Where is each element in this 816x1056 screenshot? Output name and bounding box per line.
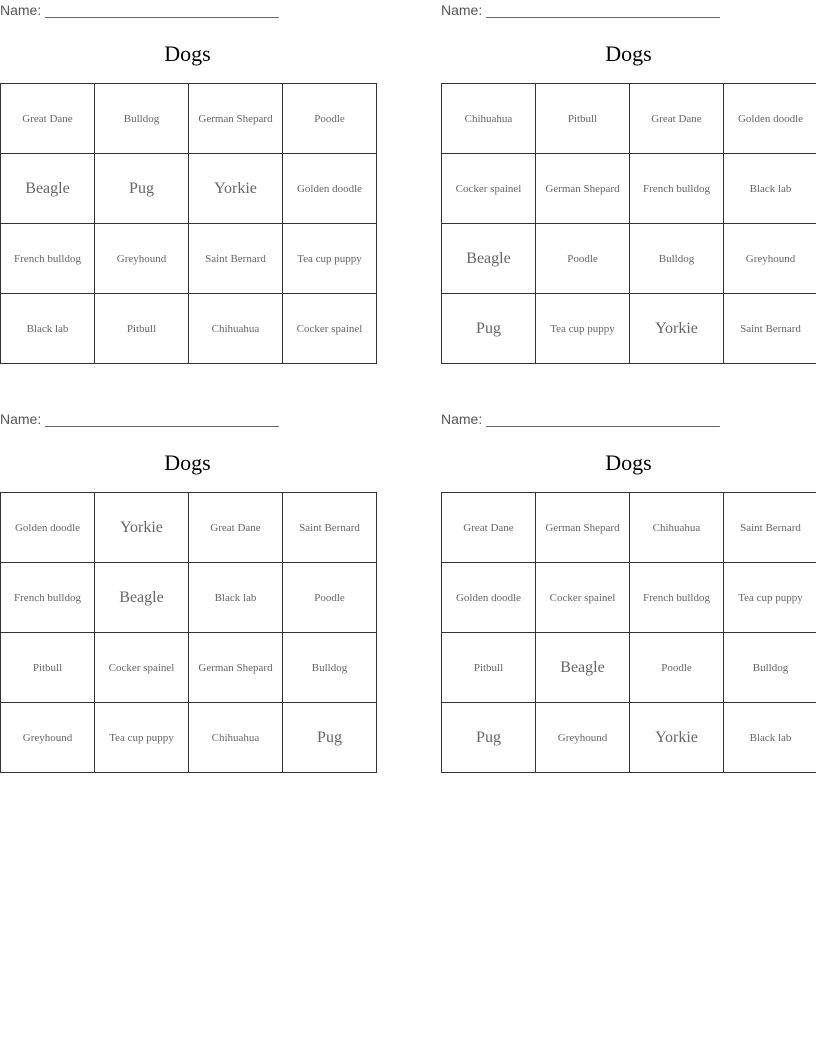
bingo-grid — [441, 83, 816, 364]
grid-cell: Tea cup puppy — [95, 703, 189, 773]
grid-cell: Yorkie — [630, 703, 724, 773]
grid-cell: Yorkie — [630, 294, 724, 364]
grid-cell: Poodle — [283, 84, 377, 154]
grid-cell: Bulldog — [724, 633, 816, 703]
grid-cell: Greyhound — [95, 224, 189, 294]
grid-cell: Bulldog — [95, 84, 189, 154]
grid-cell: Chihuahua — [630, 493, 724, 563]
grid-cell: Black lab — [724, 703, 816, 773]
grid-cell: Bulldog — [283, 633, 377, 703]
grid-cell: Pitbull — [1, 633, 95, 703]
grid-cell: Golden doodle — [283, 154, 377, 224]
grid-cell: Pug — [283, 703, 377, 773]
grid-cell: Pug — [442, 703, 536, 773]
grid-cell: French bulldog — [1, 224, 95, 294]
grid-cell: French bulldog — [1, 563, 95, 633]
bingo-grid — [0, 492, 377, 773]
grid-cell: Greyhound — [724, 224, 816, 294]
grid-cell: Saint Bernard — [189, 224, 283, 294]
grid-cell: Greyhound — [536, 703, 630, 773]
name-field-label[interactable]: Name: ______________________________ — [441, 2, 720, 18]
grid-cell: Pug — [442, 294, 536, 364]
grid-cell: Black lab — [1, 294, 95, 364]
name-field-label[interactable]: Name: ______________________________ — [0, 2, 279, 18]
grid-row — [1, 633, 377, 703]
grid-cell: Great Dane — [442, 493, 536, 563]
grid-cell: Chihuahua — [189, 703, 283, 773]
grid-cell: Poodle — [630, 633, 724, 703]
grid-row — [442, 294, 816, 364]
grid-cell: Poodle — [536, 224, 630, 294]
card-title: Dogs — [164, 41, 211, 66]
grid-cell: Cocker spainel — [95, 633, 189, 703]
grid-cell: Golden doodle — [724, 84, 816, 154]
grid-cell: Chihuahua — [442, 84, 536, 154]
grid-cell: German Shepard — [189, 633, 283, 703]
grid-cell: German Shepard — [536, 493, 630, 563]
bingo-grid — [441, 492, 816, 773]
grid-cell: Chihuahua — [189, 294, 283, 364]
grid-cell: Golden doodle — [1, 493, 95, 563]
grid-cell: German Shepard — [536, 154, 630, 224]
grid-row — [1, 224, 377, 294]
grid-row — [1, 703, 377, 773]
grid-cell: Great Dane — [1, 84, 95, 154]
grid-cell: Pitbull — [95, 294, 189, 364]
grid-cell: Saint Bernard — [724, 493, 816, 563]
grid-cell: Cocker spainel — [536, 563, 630, 633]
grid-cell: Saint Bernard — [724, 294, 816, 364]
grid-row — [442, 84, 816, 154]
grid-cell: German Shepard — [189, 84, 283, 154]
grid-row — [442, 703, 816, 773]
card-title: Dogs — [164, 450, 211, 475]
grid-cell: French bulldog — [630, 563, 724, 633]
grid-cell: Beagle — [536, 633, 630, 703]
grid-cell: Tea cup puppy — [724, 563, 816, 633]
card-title: Dogs — [605, 41, 652, 66]
grid-cell: Great Dane — [189, 493, 283, 563]
grid-cell: Yorkie — [189, 154, 283, 224]
grid-cell: Golden doodle — [442, 563, 536, 633]
grid-cell: Pitbull — [442, 633, 536, 703]
card-title: Dogs — [605, 450, 652, 475]
grid-row — [442, 633, 816, 703]
grid-cell: Saint Bernard — [283, 493, 377, 563]
name-field-label[interactable]: Name: ______________________________ — [0, 411, 279, 427]
grid-cell: Black lab — [724, 154, 816, 224]
grid-cell: Beagle — [442, 224, 536, 294]
grid-cell: Great Dane — [630, 84, 724, 154]
grid-cell: Cocker spainel — [283, 294, 377, 364]
grid-cell: Pitbull — [536, 84, 630, 154]
grid-row — [442, 493, 816, 563]
grid-cell: Beagle — [1, 154, 95, 224]
grid-row — [1, 493, 377, 563]
grid-cell: Beagle — [95, 563, 189, 633]
name-field-label[interactable]: Name: ______________________________ — [441, 411, 720, 427]
grid-row — [1, 563, 377, 633]
grid-cell: Black lab — [189, 563, 283, 633]
grid-row — [442, 563, 816, 633]
grid-row — [442, 224, 816, 294]
grid-cell: Poodle — [283, 563, 377, 633]
grid-cell: Yorkie — [95, 493, 189, 563]
grid-cell: Cocker spainel — [442, 154, 536, 224]
grid-cell: French bulldog — [630, 154, 724, 224]
grid-row — [442, 154, 816, 224]
grid-cell: Bulldog — [630, 224, 724, 294]
grid-row — [1, 84, 377, 154]
bingo-grid — [0, 83, 377, 364]
grid-row — [1, 154, 377, 224]
grid-cell: Greyhound — [1, 703, 95, 773]
grid-row — [1, 294, 377, 364]
grid-cell: Pug — [95, 154, 189, 224]
grid-cell: Tea cup puppy — [283, 224, 377, 294]
grid-cell: Tea cup puppy — [536, 294, 630, 364]
